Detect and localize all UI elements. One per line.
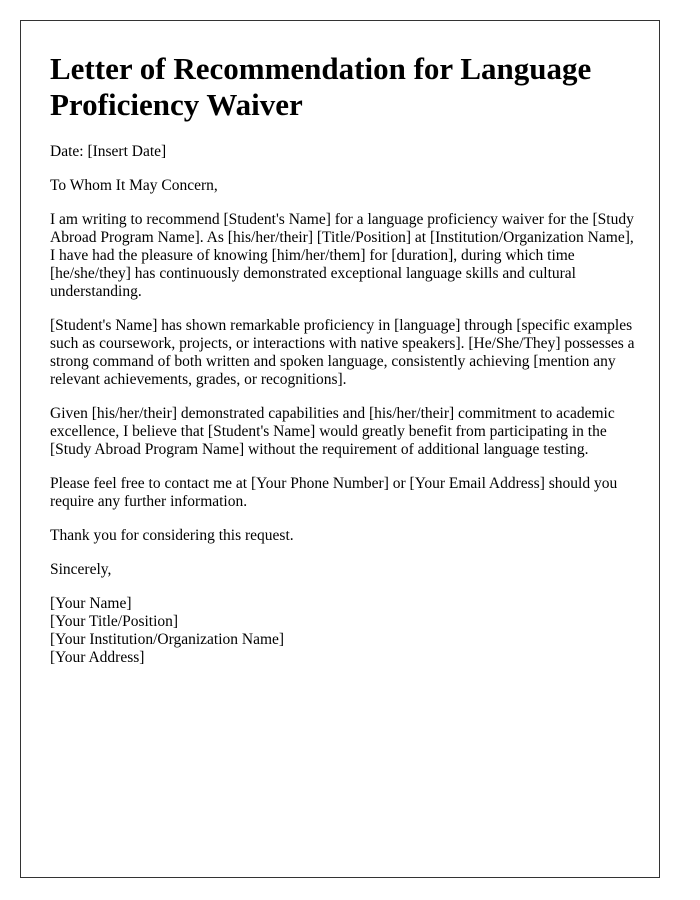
signature-title: [Your Title/Position] [50,613,179,630]
signature-name: [Your Name] [50,595,132,612]
paragraph-proficiency: [Student's Name] has shown remarkable proficiency in [language] through [specific examples such as coursework, projects, or interactions with native speakers]. [He/She/They] possesses a strong command of both written and spoken language, consistently achieving [mention any relevant achievements, grades, or recognitions]. [50,317,635,388]
letter-title: Letter of Recommendation for Language Proficiency Waiver [50,51,592,122]
letter-greeting: To Whom It May Concern, [50,177,218,194]
letter-closing: Sincerely, [50,561,112,578]
signature-block [50,595,640,667]
signature-institution: [Your Institution/Organization Name] [50,631,285,648]
letter-page [20,20,660,878]
paragraph-recommendation: I am writing to recommend [Student's Name] for a language proficiency waiver for the [Study Abroad Program Name]. As [his/her/their] [Title/Position] at [Institution/Organization Name], I have had the pleasure of knowing [him/her/them] for [duration], during which time [he/she/they] has continuously demonstrated exceptional language skills and cultural understanding. [50,211,634,300]
letter-date: Date: [Insert Date] [50,143,167,160]
letter-content [50,51,640,667]
paragraph-thanks: Thank you for considering this request. [50,527,294,544]
paragraph-contact: Please feel free to contact me at [Your Phone Number] or [Your Email Address] should you require any further information. [50,475,618,510]
signature-address: [Your Address] [50,649,145,666]
paragraph-waiver-request: Given [his/her/their] demonstrated capabilities and [his/her/their] commitment to academic excellence, I believe that [Student's Name] would greatly benefit from participating in the [Study Abroad Program Name] without the requirement of additional language testing. [50,405,615,458]
